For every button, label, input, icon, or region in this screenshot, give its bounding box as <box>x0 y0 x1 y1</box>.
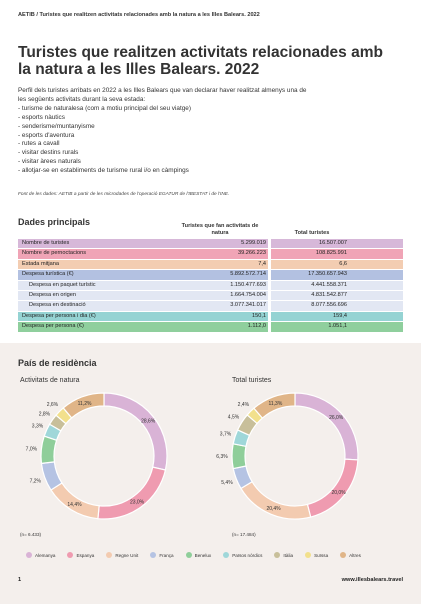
source-note: Font de les dades: AETIB a partir de les microdades de l'operació EGATUR de l'IBESTAT i de l'INE. <box>18 192 230 197</box>
slice-label: 3,7% <box>219 431 232 438</box>
col-header-natura: Turistes que fan activitats de natura <box>181 223 259 236</box>
legend <box>26 552 373 558</box>
slice-label: 2,6% <box>46 402 59 409</box>
col-header-total: Total turistes <box>294 230 330 236</box>
value-natura: 5.299.019 <box>241 240 266 246</box>
row-label: Despesa per persona (€) <box>22 323 84 330</box>
slice-label: 14,4% <box>67 501 82 508</box>
legend-item <box>340 552 361 558</box>
table-row <box>18 270 403 279</box>
row-label: Nombre de pernoctacions <box>22 250 87 257</box>
slice-label: 11,2% <box>77 400 92 407</box>
row-label: Estada mitjana <box>22 260 60 267</box>
slice-label: 2,4% <box>237 402 250 409</box>
legend-item <box>106 552 138 558</box>
legend-label: Suïssa <box>314 552 329 558</box>
value-total: 108.825.991 <box>315 250 347 257</box>
slice-label: 7,2% <box>29 478 41 485</box>
intro-text <box>18 87 408 176</box>
row-label: Despesa en destinació <box>29 302 86 309</box>
slice-label: 26,0% <box>329 415 344 422</box>
slice-label: 2,8% <box>38 411 51 418</box>
value-total: 4.441.558.371 <box>311 281 347 288</box>
donut-slice <box>295 393 358 460</box>
slice-label: 23,0% <box>129 499 145 506</box>
value-natura: 1.150.477.693 <box>230 281 266 288</box>
slice-label: 11,3% <box>268 400 283 407</box>
legend-item <box>274 552 293 558</box>
intro-line: - visitar destins rurals <box>18 149 79 157</box>
intro-line: Perfil dels turistes arribats en 2022 a les Illes Balears que van declarar haver realitzat almenys una de <box>18 87 307 94</box>
donut-slice <box>241 482 311 519</box>
table-row <box>18 301 403 310</box>
value-natura: 1.664.754.004 <box>230 291 266 298</box>
legend-item <box>305 552 328 558</box>
dades-title: Dades principals <box>18 217 91 227</box>
legend-item <box>26 552 55 558</box>
value-total: 6,6 <box>339 260 347 267</box>
sample-size-total: (n= 17.484) <box>232 532 256 537</box>
chart-subtitle-natura: Activitats de natura <box>20 377 80 384</box>
legend-swatch <box>67 552 73 558</box>
value-natura: 7,4 <box>258 260 266 267</box>
intro-line: - visitar àrees naturals <box>18 158 81 166</box>
value-total: 16.507.007 <box>319 240 347 246</box>
donut-slice <box>51 483 99 519</box>
table-row <box>18 322 403 331</box>
sample-size-natura: (n= 6.433) <box>20 532 42 537</box>
legend-swatch <box>186 552 192 558</box>
row-label: Nombre de turistes <box>22 240 70 246</box>
legend-swatch <box>26 552 32 558</box>
donut-natura <box>26 393 167 519</box>
value-total: 4.831.542.877 <box>311 291 347 298</box>
intro-line: - rutes a cavall <box>18 140 60 148</box>
value-natura: 5.892.572.714 <box>230 271 266 278</box>
row-label: Despesa en paquet turístic <box>29 281 96 288</box>
table-row <box>18 249 403 258</box>
donut-slice <box>41 436 57 463</box>
donut-slice <box>232 444 246 469</box>
legend-swatch <box>274 552 280 558</box>
intro-line: - esports nàutics <box>18 113 65 121</box>
legend-swatch <box>305 552 311 558</box>
legend-label: Països nòrdics <box>232 552 263 558</box>
slice-label: 20,4% <box>266 506 281 513</box>
page-header: AETIB / Turistes que realitzen activitats relacionades amb la natura a les Illes Balears. 2022 <box>18 12 260 18</box>
donut-total <box>216 393 358 519</box>
legend-label: Altres <box>349 552 361 558</box>
slice-label: 6,3% <box>216 454 228 461</box>
slice-label: 3,3% <box>31 423 44 430</box>
donut-slice <box>307 459 357 517</box>
legend-label: França <box>159 552 174 558</box>
table-row <box>18 312 403 321</box>
row-label: Despesa en origen <box>29 291 76 298</box>
table-row <box>18 281 403 290</box>
website: www.illesbalears.travel <box>341 577 403 583</box>
slice-label: 7,0% <box>25 446 38 453</box>
legend-label: Espanya <box>76 552 95 558</box>
slice-label: 28,6% <box>141 418 156 425</box>
residencia-title: País de residència <box>18 358 97 368</box>
page-title: Turistes que realitzen activitats relacionades amb la natura a les Illes Balears. 2022 <box>18 44 383 78</box>
legend-item <box>150 552 173 558</box>
legend-swatch <box>340 552 346 558</box>
value-natura: 39.266.223 <box>238 250 266 257</box>
intro-line: - allotjar-se en establiments de turisme rural i/o en càmpings <box>18 167 189 175</box>
intro-line: - esports d'aventura <box>18 131 75 139</box>
value-total: 159,4 <box>333 312 347 319</box>
legend-label: Itàlia <box>283 552 294 558</box>
intro-line: les següents activitats durant la seva estada: <box>18 95 146 103</box>
legend-label: Alemanya <box>35 552 56 558</box>
legend-item <box>186 552 212 558</box>
legend-swatch <box>106 552 112 558</box>
donut-slice <box>104 393 167 470</box>
legend-item <box>67 552 94 558</box>
value-total: 17.350.657.943 <box>308 271 347 278</box>
donut-slice <box>98 467 166 519</box>
row-label: Despesa turística (€) <box>22 271 74 278</box>
row-label: Despesa per persona i dia (€) <box>22 312 96 319</box>
slice-label: 4,5% <box>227 414 240 421</box>
intro-line: - senderisme/muntanyisme <box>18 122 95 130</box>
slice-label: 20,0% <box>331 489 346 496</box>
value-natura: 1.112,0 <box>247 323 266 330</box>
table-row <box>18 239 403 248</box>
value-total: 8.077.556.696 <box>311 302 347 309</box>
table-row <box>18 291 403 300</box>
page-number: 1 <box>18 577 22 583</box>
value-natura: 150,1 <box>252 312 266 319</box>
legend-label: Regne Unit <box>115 552 139 558</box>
legend-item <box>223 552 262 558</box>
legend-label: Benelux <box>194 552 212 558</box>
legend-swatch <box>150 552 156 558</box>
value-total: 1.051,1 <box>328 323 347 330</box>
legend-swatch <box>223 552 229 558</box>
value-natura: 3.077.341.017 <box>230 302 266 309</box>
intro-line: - turisme de naturalesa (com a motiu principal del seu viatge) <box>18 104 191 112</box>
chart-subtitle-total: Total turistes <box>232 377 272 384</box>
pie-charts <box>0 380 421 545</box>
table-row <box>18 260 403 269</box>
slice-label: 5,4% <box>221 480 233 487</box>
dades-table <box>18 239 403 333</box>
